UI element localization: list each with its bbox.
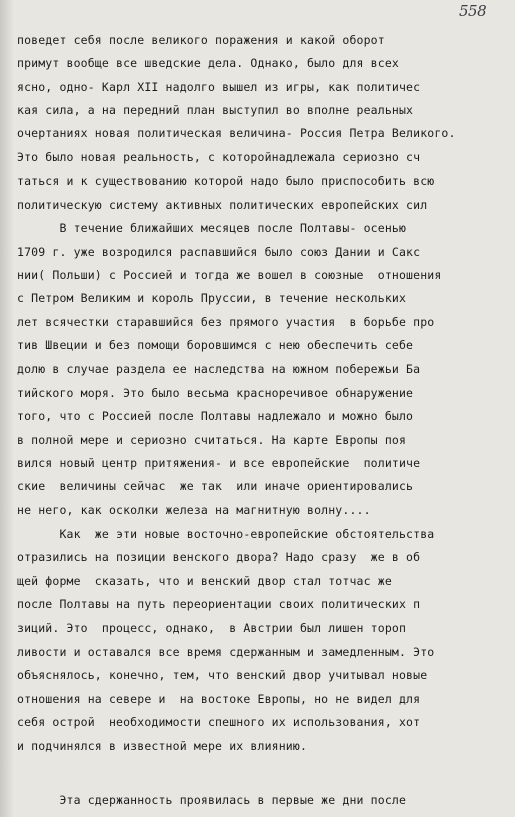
text-line: вился новый центр притяжения- и все европейские политиче (17, 456, 421, 470)
text-line: отразились на позиции венского двора? Надо сразу же в об (17, 550, 421, 564)
text-line: ливости и оставался все время сдержанным и замедленным. Это (17, 645, 435, 659)
text-line: тийского моря. Это было весьма красноречивое обнаружение (17, 386, 414, 400)
text-line: объяснялось, конечно, тем, что венский двор учитывал новые (17, 668, 428, 682)
page-edge-shadow (0, 0, 14, 817)
text-line: после Полтавы на путь переориентации своих политических п (17, 597, 421, 611)
text-line: с Петром Великим и король Пруссии, в течение нескольких (17, 291, 407, 305)
text-line: не него, как осколки железа на магнитную волну.... (17, 503, 371, 517)
text-line: долю в случае раздела ее наследства на южном побережьи Ба (17, 362, 421, 376)
text-line: отношения на севере и на востоке Европы, но не видел для (17, 692, 421, 706)
text-line: Как же эти новые восточно-европейские обстоятельства (17, 527, 435, 541)
text-line: политическую систему активных политических европейских сил (17, 198, 428, 212)
text-line: зиций. Это процесс, однако, в Австрии был лишен тороп (17, 621, 407, 635)
page-number: 558 (459, 2, 487, 20)
text-line: ские величины сейчас же так или иначе ориентировались (17, 479, 414, 493)
text-line: тив Швеции и без помощи боровшимся с нею обеспечить себе (17, 338, 414, 352)
text-line: примут вообще все шведские дела. Однако, было для всех (17, 56, 399, 70)
text-line: очертаниях новая политическая величина- Россия Петра Великого. (17, 126, 456, 140)
text-line: В течение ближайших месяцев после Полтавы- осенью (17, 221, 407, 235)
text-line: Это было новая реальность, с которойнадлежала сериозно сч (17, 150, 421, 164)
text-line: лет всячестки старавшийся без прямого участия в борьбе про (17, 315, 435, 329)
text-line: поведет себя после великого поражения и какой оборот (17, 33, 385, 47)
text-line: нии( Польши) с Россией и тогда же вошел в союзные отношения (17, 268, 442, 282)
text-line: кая сила, а на передний план выступил во вполне реальных (17, 103, 414, 117)
text-line: щей форме сказать, что и венский двор стал тотчас же (17, 574, 392, 588)
text-line: ясно, одно- Карл XII надолго вышел из игры, как политичес (17, 80, 421, 94)
text-line: и подчинялся в известной мере их влиянию. (17, 739, 308, 753)
text-line: таться и к существованию которой надо было приспособить всю (17, 174, 435, 188)
text-line: в полной мере и сериозно считаться. На карте Европы поя (17, 433, 407, 447)
text-line: 1709 г. уже возродился распавшийся было союз Дании и Сакс (17, 245, 421, 259)
text-line: Эта сдержанность проявилась в первые же дни после (17, 793, 407, 807)
text-line: того, что с Россией после Полтавы надлежало и можно было (17, 409, 414, 423)
text-line: себя острой необходимости спешного их использования, хот (17, 715, 421, 729)
